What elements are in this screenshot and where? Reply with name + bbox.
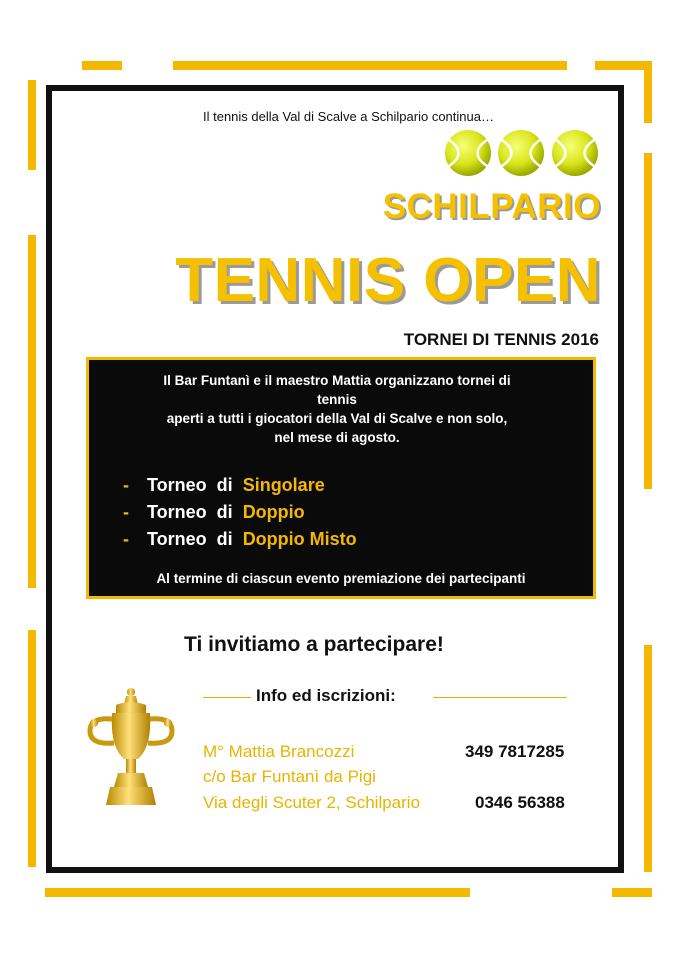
list-item-name: Doppio Misto xyxy=(242,529,357,549)
invite-text: Ti invitiamo a partecipare! xyxy=(184,633,444,656)
contact-place-name: Bar Funtanì da Pigi xyxy=(230,767,376,786)
box-line-2: tennis xyxy=(317,392,357,407)
box-line-4: nel mese di agosto. xyxy=(274,430,400,445)
title-tennis-open: TENNIS OPEN xyxy=(175,246,601,315)
yellow-bar-right-low xyxy=(644,645,652,872)
contact-place xyxy=(203,767,376,787)
box-description xyxy=(117,371,557,447)
box-line-1: Il Bar Funtanì e il maestro Mattia organizzano tornei di xyxy=(163,373,511,388)
tournament-list xyxy=(123,472,357,553)
contact-name: M° Mattia Brancozzi xyxy=(203,742,355,761)
phone-landline: 0346 56388 xyxy=(475,793,565,812)
yellow-bar-left-top xyxy=(28,80,36,170)
list-dash: - xyxy=(123,502,129,522)
trophy-icon xyxy=(86,687,176,813)
list-item-name: Singolare xyxy=(242,475,325,495)
list-item-prefix: Torneo di xyxy=(147,529,233,549)
yellow-bar-top-left xyxy=(82,61,122,70)
list-item xyxy=(123,526,357,553)
list-dash: - xyxy=(123,475,129,495)
yellow-bar-left-mid xyxy=(28,235,36,588)
box-line-3: aperti a tutti i giocatori della Val di Scalve e non solo, xyxy=(166,411,508,426)
contact-address: Via degli Scuter 2, Schilpario xyxy=(203,793,421,812)
box-footer: Al termine di ciascun evento premiazione dei partecipanti xyxy=(156,571,526,586)
tennis-ball-icon xyxy=(498,130,544,176)
list-item-prefix: Torneo di xyxy=(147,475,233,495)
yellow-bar-top-mid xyxy=(173,61,567,70)
yellow-bar-left-low xyxy=(28,630,36,867)
phone-mobile: 349 7817285 xyxy=(465,742,565,761)
list-item xyxy=(123,472,357,499)
list-dash: - xyxy=(123,529,129,549)
info-heading: Info ed iscrizioni: xyxy=(256,686,396,705)
tennis-ball-icon xyxy=(552,130,598,176)
tennis-balls xyxy=(443,128,603,178)
list-item-prefix: Torneo di xyxy=(147,502,233,522)
contact-place-prefix: c/o xyxy=(203,767,231,786)
yellow-bar-bottom-left xyxy=(45,888,470,897)
info-divider-left xyxy=(203,697,251,698)
info-box xyxy=(86,357,596,599)
list-item xyxy=(123,499,357,526)
subtitle: TORNEI DI TENNIS 2016 xyxy=(403,330,599,349)
info-divider-right xyxy=(433,697,567,698)
tennis-ball-icon xyxy=(445,130,491,176)
yellow-bar-right-mid xyxy=(644,153,652,489)
intro-text: Il tennis della Val di Scalve a Schilpario continua… xyxy=(203,109,494,124)
title-schilpario: SCHILPARIO xyxy=(382,187,601,226)
list-item-name: Doppio xyxy=(242,502,305,522)
yellow-bar-bottom-right xyxy=(612,888,652,897)
